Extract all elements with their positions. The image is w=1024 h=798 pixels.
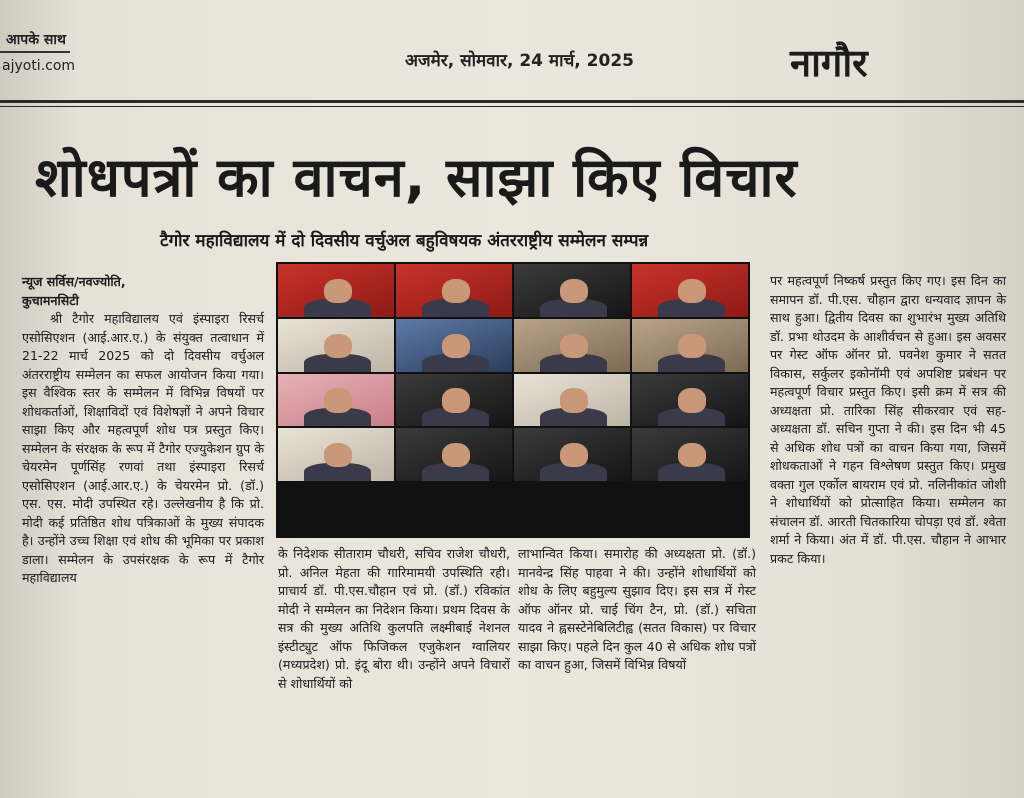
byline-service: न्यूज सर्विस/नवज्योति, [22,274,126,289]
participant-face [560,279,588,303]
participant-face [560,334,588,358]
column-4-text: पर महत्वपूर्ण निष्कर्ष प्रस्तुत किए गए। इस दिन का समापन डॉ. पी.एस. चौहान द्वारा धन्यवाद ज्ञापन के साथ हुआ। द्वितीय दिवस का शुभारंभ मुख्य अतिथि डॉ. प्रभा थोउदम के आशीर्वचन से हुआ। इस अवसर पर गेस्ट ऑफ ऑनर प्रो. पवनेश कुमार ने सतत विकास, सर्कुलर इकोनॉमी एवं अपशिष्ट प्रबंधन पर महत्वपूर्ण विचार प्रस्तुत किए। इसी क्रम में सत्र की अध्यक्षता प्रो. तारिका सिंह सीकरवार एवं सह-अध्यक्षता डॉ. सचिन गुप्ता ने की। इस दिन भी 45 से अधिक शोध पत्रों का वाचन किया गया, जिसमें शोधकताओं ने गहन विश्लेषण प्रस्तुत किए। प्रमुख वक्ता गुल एर्कोल बायराम एवं प्रो. नलिनीकांत जोशी ने शोधार्थियों को प्रोत्साहित किया। सम्मेलन का संचालन डॉ. आरती चितकारिया चोपड़ा एवं डॉ. श्वेता शर्मा ने किया। अंत में डॉ. पी.एस. चौहान ने आभार प्रकट किया। [770,273,1006,566]
participant-tile [278,374,394,427]
participant-tile [514,264,630,317]
masthead-site: ajyoti.com [2,58,76,74]
participant-tile [396,264,512,317]
participant-face [560,443,588,467]
column-3 [518,545,756,675]
participant-tile [632,319,748,372]
city-name: नागौर [790,41,868,85]
participant-tile [514,374,630,427]
participant-tile [396,428,512,481]
participant-tile [632,374,748,427]
conference-photo [276,262,750,538]
header-rule [0,100,1024,103]
participant-face [442,334,470,358]
participant-face [442,443,470,467]
participant-face [324,334,352,358]
dateline: अजमेर, सोमवार, 24 मार्च, 2025 [405,51,634,71]
participant-tile [514,319,630,372]
header-rule-thin [0,106,1024,107]
participant-tile [278,264,394,317]
headline: शोधपत्रों का वाचन, साझा किए विचार [35,146,798,209]
participant-face [324,443,352,467]
participant-tile [632,428,748,481]
participant-tile [514,428,630,481]
participant-tile [278,428,394,481]
masthead-tag: आपके साथ [0,30,70,53]
column-4 [770,272,1006,568]
byline [22,272,264,310]
byline-place: कुचामनसिटी [22,293,79,308]
column-1-text: श्री टैगोर महाविद्यालय एवं इंस्पाइरा रिसर्च एसोसिएशन (आई.आर.ए.) के संयुक्त तत्वाधान में 21-22 मार्च 2025 को दो दिवसीय वर्चुअल अंतरराष्ट्रीय सम्मेलन का सफल आयोजन किया गया। इस वैश्विक स्तर के सम्मेलन में विभिन्न विषयों पर शोधकर्ताओं, शिक्षाविदों एवं विशेषज्ञों ने अपने विचार साझा किए और महत्वपूर्ण शोध पत्र प्रस्तुत किए। सम्मेलन के संरक्षक के रूप में टैगोर एज्युकेशन ग्रुप के चेयरमेन पूर्णसिंह रणवां तथा इंस्पाइरा रिसर्च एसोसिएशन (आई.आर.ए.) के चेयरमेन प्रो. (डॉ.) एस. एस. मोदी उपस्थित रहे। उल्लेखनीय है कि प्रो. मोदी कई प्रतिष्ठित शोध पत्रिकाओं के मुख्य संपादक है। उन्होंने उच्च शिक्षा एवं शोध की भूमिका पर प्रकाश डाला। सम्मेलन के उपसंरक्षक के रूप में टैगोर महाविद्यालय [22,311,264,585]
masthead-left [0,30,76,74]
participant-tile [632,264,748,317]
participant-tile [278,319,394,372]
participant-face [678,334,706,358]
participant-tile [396,374,512,427]
participant-face [324,388,352,412]
column-3-text: लाभान्वित किया। समारोह की अध्यक्षता प्रो. (डॉ.) मानवेन्द्र सिंह पाहवा ने की। उन्होंने शोधार्थियों को शोध के लिए बहुमुल्य सुझाव दिए। इस सत्र में गेस्ट ऑफ ऑनर प्रो. चाई चिंग टैन, प्रो. (डॉ.) सचिता यादव ने ह्वसस्टेनेबिलिटीह्व (सतत विकास) पर विचार साझा किए। पहले दिन कुल 40 से अधिक शोध पत्रों का वाचन हुआ, जिसमें विभिन्न विषयों [518,546,756,672]
participant-face [560,388,588,412]
participant-face [442,279,470,303]
participant-face [442,388,470,412]
participant-face [678,279,706,303]
column-1 [22,272,264,588]
subheadline: टैगोर महाविद्यालय में दो दिवसीय वर्चुअल बहुविषयक अंतरराष्ट्रीय सम्मेलन सम्पन्न [160,231,649,251]
participant-face [678,443,706,467]
participant-tile [396,319,512,372]
column-2-text: के निदेशक सीताराम चौधरी, सचिव राजेश चौधरी, प्रो. अनिल मेहता की गारिमामयी उपस्थिति रही। प्राचार्य डॉ. पी.एस.चौहान एवं प्रो. (डॉ.) रविकांत मोदी ने सम्मेलन का निदेशन किया। प्रथम दिवस के सत्र की मुख्य अतिथि कुलपति लक्ष्मीबाई नेशनल इंस्टीट्युट ऑफ फिजिकल एजुकेशन ग्वालियर (मध्यप्रदेश) प्रो. इंदू बोरा थी। उन्होंने अपने विचारों से शोधार्थियों को [278,546,510,691]
participant-face [678,388,706,412]
column-2 [278,545,510,693]
participant-face [324,279,352,303]
